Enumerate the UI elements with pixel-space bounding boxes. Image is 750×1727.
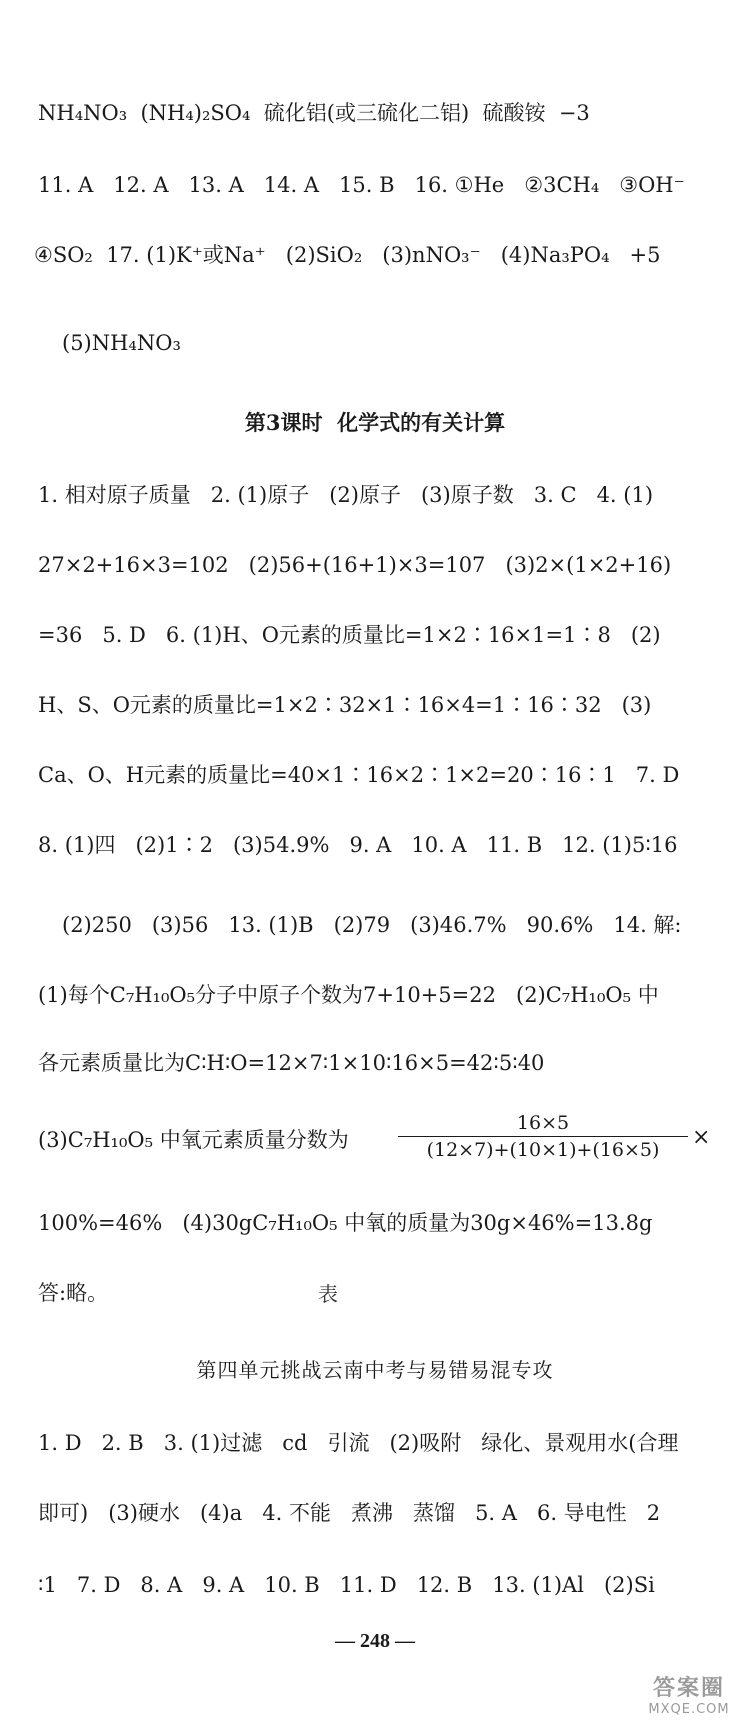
watermark-url: MXQE.COM <box>648 1702 730 1717</box>
answer-line: 8. (1)四 (2)1∶2 (3)54.9% 9. A 10. A 11. B 12. (1)5∶16 <box>38 833 678 857</box>
answer-line: 各元素质量比为C∶H∶O=12×7∶1×10∶16×5=42∶5∶40 <box>38 1051 545 1075</box>
answer-line: 1. D 2. B 3. (1)过滤 cd 引流 (2)吸附 绿化、景观用水(合理 <box>38 1431 679 1455</box>
answer-line: 答:略。 <box>38 1281 109 1305</box>
answer-line: (2)250 (3)56 13. (1)B (2)79 (3)46.7% 90.6% 14. 解: <box>62 913 682 937</box>
answer-line: ④SO₂ 17. (1)K⁺或Na⁺ (2)SiO₂ (3)nNO₃⁻ (4)Na₃PO₄ +5 <box>34 243 661 267</box>
watermark-text: 答案圈 <box>652 1676 725 1701</box>
answer-line: Ca、O、H元素的质量比=40×1∶16×2∶1×2=20∶16∶1 7. D <box>38 763 680 787</box>
answer-line: H、S、O元素的质量比=1×2∶32×1∶16×4=1∶16∶32 (3) <box>38 693 652 717</box>
watermark-logo <box>634 1671 744 1723</box>
fraction-expression <box>398 1112 688 1161</box>
answer-line: =36 5. D 6. (1)H、O元素的质量比=1×2∶16×1=1∶8 (2) <box>38 623 661 647</box>
answer-line: (1)每个C₇H₁₀O₅分子中原子个数为7+10+5=22 (2)C₇H₁₀O₅ 中 <box>38 983 659 1007</box>
answer-line: 100%=46% (4)30gC₇H₁₀O₅ 中氧的质量为30g×46%=13.8g <box>38 1211 653 1235</box>
answer-line: 27×2+16×3=102 (2)56+(16+1)×3=107 (3)2×(1×2+16) <box>38 553 672 577</box>
fraction-numerator: 16×5 <box>398 1112 688 1137</box>
answer-line: 即可) (3)硬水 (4)a 4. 不能 煮沸 蒸馏 5. A 6. 导电性 2 <box>38 1501 661 1525</box>
multiply-sign: × <box>692 1125 711 1150</box>
fraction-denominator: (12×7)+(10×1)+(16×5) <box>426 1139 660 1161</box>
answer-line: NH₄NO₃ (NH₄)₂SO₄ 硫化铝(或三硫化二铝) 硫酸铵 −3 <box>38 101 590 125</box>
answer-line: ∶1 7. D 8. A 9. A 10. B 11. D 12. B 13. (1)Al (2)Si <box>38 1573 655 1597</box>
section-heading-lesson3: 第3课时 化学式的有关计算 <box>244 410 506 435</box>
answer-line: (3)C₇H₁₀O₅ 中氧元素质量分数为 <box>38 1128 349 1152</box>
answer-line: (5)NH₄NO₃ <box>62 331 181 355</box>
answer-line: 1. 相对原子质量 2. (1)原子 (2)原子 (3)原子数 3. C 4. (1) <box>38 483 654 507</box>
section-heading-unit4: 第四单元挑战云南中考与易错易混专攻 <box>196 1358 554 1382</box>
answer-line: 11. A 12. A 13. A 14. A 15. B 16. ①He ②3CH₄ ③OH⁻ <box>38 173 685 197</box>
stray-mark: 表 <box>318 1282 338 1306</box>
page-number: — 248 — <box>335 1630 415 1652</box>
